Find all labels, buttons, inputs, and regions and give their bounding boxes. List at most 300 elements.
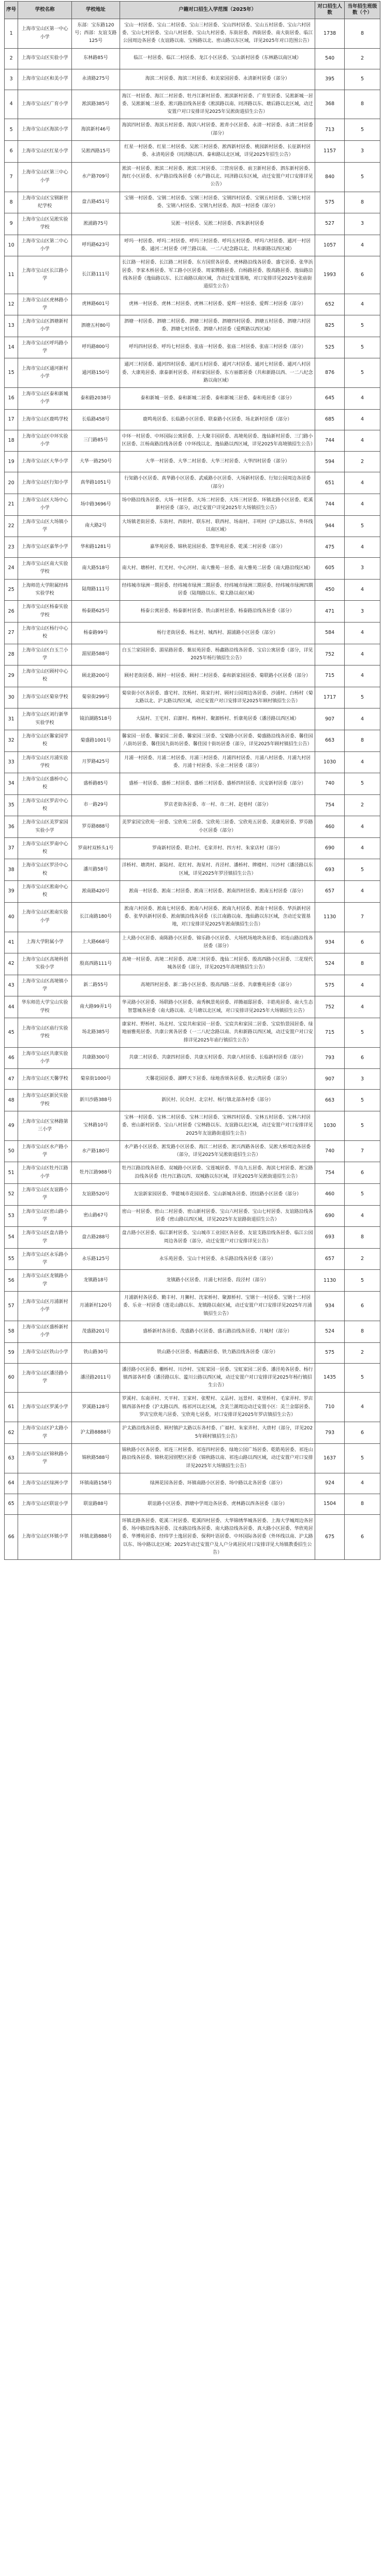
cell-name: 上海市宝山区南大实验学校 [18, 558, 71, 580]
cell-range: 高境四村居委、新二路小区居委、殷高西路二居委、共康雅苑居委（部分） [120, 975, 315, 996]
cell-students: 693 [315, 859, 345, 881]
cell-no: 55 [5, 1248, 18, 1270]
table-row [5, 472, 380, 494]
cell-no: 58 [5, 1321, 18, 1342]
cell-name: 上海市宝山区淞南实验小学 [18, 902, 71, 932]
cell-range: 新民村、民众村、北宗村、杨行镇北部各村委（部分） [120, 1090, 315, 1111]
cell-classes: 5 [345, 1184, 380, 1206]
cell-address: 呼玛路800号 [71, 337, 120, 358]
table-row [5, 1342, 380, 1363]
table-row [5, 1111, 380, 1141]
cell-name: 上海市宝山区月浦新村小学 [18, 1292, 71, 1321]
cell-address: 菊泉街1000号 [71, 1069, 120, 1090]
cell-students: 652 [315, 294, 345, 315]
table-row [5, 337, 380, 358]
cell-name: 上海市宝山区广育小学 [18, 90, 71, 119]
cell-no: 38 [5, 859, 18, 881]
cell-classes: 4 [345, 1393, 380, 1422]
table-row [5, 794, 380, 816]
table-row [5, 388, 380, 410]
cell-range: 铁山路小区居委、杨鑫路居委、铁力路沿线各居委（部分） [120, 1342, 315, 1363]
cell-no: 57 [5, 1292, 18, 1321]
cell-name: 上海市宝山区罗溪小学 [18, 1393, 71, 1422]
table-row [5, 730, 380, 751]
cell-address: 淞南路420号 [71, 881, 120, 903]
cell-classes: 5 [345, 859, 380, 881]
cell-students: 450 [315, 579, 345, 601]
cell-classes: 6 [345, 932, 380, 953]
cell-name: 上海市宝山区顾村中心校 [18, 665, 71, 687]
cell-classes: 4 [345, 388, 380, 410]
cell-classes: 5 [345, 358, 380, 388]
cell-address: 锦秋路588号 [71, 1443, 120, 1473]
cell-range: 康家村、野桥村、场北村、宝宸共和家园一居委、宝宸共和家园二居委、宝宸怡景园居委、绿地丽雅苑居委、共康公寓各居委（一二八纪念路以南、共和新路以西区域，动迁安置户对口安排详见2025年庙行镇招生公告） [120, 1018, 315, 1047]
cell-range: 水产路小区居委、淞发路小区居委、海江二村居委、淞兴西路各居委、吴淞大桥周边各居委（部分，详见2025年吴淞街道招生公告） [120, 1140, 315, 1162]
cell-classes: 5 [345, 119, 380, 141]
cell-classes: 2 [345, 1248, 380, 1270]
cell-address: 顾北路200号 [71, 665, 120, 687]
cell-classes: 8 [345, 19, 380, 48]
cell-address: 杨泰路625号 [71, 601, 120, 623]
cell-no: 30 [5, 687, 18, 708]
table-row [5, 687, 380, 708]
cell-range: 大陆村、王宅村、启源村、梅林村、聚源桥村、忻康苑居委（潘泾路以西区域） [120, 708, 315, 730]
table-row [5, 1069, 380, 1090]
cell-classes: 4 [345, 665, 380, 687]
cell-name: 上海市宝山区菊泉学校 [18, 687, 71, 708]
cell-classes: 8 [345, 90, 380, 119]
cell-name: 上海市宝山区红星小学 [18, 141, 71, 163]
cell-classes: 5 [345, 1018, 380, 1047]
cell-students: 1717 [315, 687, 345, 708]
table-row [5, 315, 380, 337]
cell-students: 1157 [315, 141, 345, 163]
table-row [5, 579, 380, 601]
table-row [5, 558, 380, 580]
cell-classes: 5 [345, 69, 380, 90]
cell-range: 长江路一村居委、长江路二村居委、东方国贸各居委、虎林路沿线各居委、盛宅居委、张华浜居委、李家木桥居委、军工路小区居委、周家牌路居委、白杨路居委、殷高路居委、逸仙路沿线各居委（逸仙路以东、长江南路以南区域，含动迁安置基地，对口安排详见2025年张庙街道招生公告） [120, 256, 315, 294]
cell-students: 645 [315, 388, 345, 410]
cell-address: 永乐路125号 [71, 1248, 120, 1270]
cell-name: 上海市宝山区高境镇小学 [18, 975, 71, 996]
cell-address: 联谊路88号 [71, 1494, 120, 1514]
cell-no: 13 [5, 315, 18, 337]
cell-no: 42 [5, 953, 18, 975]
cell-students: 575 [315, 975, 345, 996]
cell-name: 上海市宝山区牡丹江路小学 [18, 1162, 71, 1184]
cell-name: 上海市宝山区呼玛路小学 [18, 337, 71, 358]
table-row [5, 409, 380, 430]
cell-no: 62 [5, 1422, 18, 1444]
cell-students: 907 [315, 1069, 345, 1090]
cell-students: 713 [315, 119, 345, 141]
cell-students: 825 [315, 315, 345, 337]
cell-address: 共康路300号 [71, 1047, 120, 1069]
cell-classes: 8 [345, 953, 380, 975]
cell-students: 540 [315, 48, 345, 69]
cell-students: 368 [315, 90, 345, 119]
cell-address: 罗芬路888号 [71, 816, 120, 838]
cell-students: 605 [315, 558, 345, 580]
cell-classes: 2 [345, 794, 380, 816]
cell-students: 752 [315, 996, 345, 1018]
cell-name: 上海市宝山区铁山小学 [18, 1342, 71, 1363]
cell-classes: 4 [345, 1473, 380, 1494]
cell-no: 45 [5, 1018, 18, 1047]
cell-range: 月浦一村居委、月浦二村居委、月浦三村居委、月浦四村居委、月浦八村居委、月浦九村居委、月浦十村居委、乐业二村居委（部分） [120, 751, 315, 773]
table-row [5, 1321, 380, 1342]
cell-range: 海滨二村居委、海滨三村居委、和美家园居委、永清新村居委（部分） [120, 69, 315, 90]
cell-students: 1057 [315, 235, 345, 256]
cell-address: 真华路1051号 [71, 472, 120, 494]
cell-no: 6 [5, 141, 18, 163]
cell-no: 54 [5, 1227, 18, 1249]
cell-classes: 3 [345, 213, 380, 235]
cell-address: 杨泰路99号 [71, 622, 120, 644]
cell-students: 1030 [315, 1111, 345, 1141]
cell-name: 上海市宝山区庙行实验学校 [18, 1018, 71, 1047]
cell-no: 15 [5, 358, 18, 388]
cell-no: 11 [5, 256, 18, 294]
cell-range: 吴淞一村居委、吴淞二村居委、西朱新村居委 [120, 213, 315, 235]
cell-classes: 4 [345, 708, 380, 730]
table-row [5, 708, 380, 730]
table-row [5, 1018, 380, 1047]
table-row [5, 90, 380, 119]
cell-range: 大场镇老街居委、东街村、西街村、联东村、联西村、场南村、丰明村（沪太路以东、外环线以南区域） [120, 515, 315, 537]
cell-students: 584 [315, 622, 345, 644]
cell-no: 5 [5, 119, 18, 141]
cell-range: 馨家园一居委、馨家园二居委、馨家园三居委、宝菊路小区居委、菊盛路沿线各居委、馨佳园八街坊居委、馨佳园九街坊居委、馨佳园十街坊居委（部分，详见2025年顾村镇招生公告） [120, 730, 315, 751]
cell-range: 盛桥新村各居委、茂盛路小区居委、盛石路沿线各居委、月城村（部分） [120, 1321, 315, 1342]
cell-address: 菊盛路1001号 [71, 730, 120, 751]
cell-classes: 6 [345, 1514, 380, 1559]
cell-no: 20 [5, 472, 18, 494]
cell-range: 行知路小区居委、真华路小区居委、武威路小区居委、大场新村居委、行知公园周边各居委（部分） [120, 472, 315, 494]
cell-name: 上海市宝山区实验小学 [18, 48, 71, 69]
cell-range: 友谊新家园居委、华能城市花园居委、宝山新城各居委、团结路小区居委（部分） [120, 1184, 315, 1206]
cell-classes: 6 [345, 1422, 380, 1444]
cell-range: 白玉兰家园居委、湄星路居委、紫辰苑居委、杨鑫路沿线各居委、宝启公寓居委（部分，详见2025年杨行镇招生公告） [120, 644, 315, 665]
cell-name: 上海市宝山区第一中心小学 [18, 19, 71, 48]
cell-classes: 3 [345, 601, 380, 623]
cell-address: 虎林路601号 [71, 294, 120, 315]
cell-students: 1130 [315, 902, 345, 932]
cell-name: 上海市宝山区泰和新城小学 [18, 388, 71, 410]
cell-students: 715 [315, 1018, 345, 1047]
table-row [5, 1270, 380, 1292]
cell-classes: 6 [345, 1162, 380, 1184]
cell-no: 17 [5, 409, 18, 430]
cell-classes: 5 [345, 162, 380, 192]
cell-range: 海滨四村居委、海滨五村居委、海滨八村居委、淞青小区居委、永清一村居委、永清二村居委（部分） [120, 119, 315, 141]
column-header-classes: 当年招生班级数（个） [345, 2, 380, 19]
cell-name: 上海市宝山区白玉兰小学 [18, 644, 71, 665]
cell-address: 南大路2号 [71, 515, 120, 537]
cell-address: 潘泾路2011号 [71, 1363, 120, 1393]
table-row [5, 119, 380, 141]
cell-name: 上海市宝山区和美小学 [18, 69, 71, 90]
cell-classes: 4 [345, 622, 380, 644]
cell-range: 淞南六村居委、淞南七村居委、淞南八村居委、淞南九村居委、淞南十村居委、华浜新村居委、张华浜新村居委、淞南镇沿线各居委（长江南路以南、逸仙路以东区域，含动迁安置基地，对口安排详见2025年淞南镇招生公告） [120, 902, 315, 932]
cell-address: 铁山路30号 [71, 1342, 120, 1363]
cell-students: 793 [315, 1422, 345, 1444]
cell-address: 沪太路8888号 [71, 1422, 120, 1444]
cell-address: 潘川路58号 [71, 859, 120, 881]
cell-address: 牡丹江路988号 [71, 1162, 120, 1184]
cell-address: 东林路85号 [71, 48, 120, 69]
table-row [5, 235, 380, 256]
cell-classes: 6 [345, 1047, 380, 1069]
cell-range: 经纬城市绿洲一期居委、经纬城市绿洲二期居委、经纬城市绿洲三期居委、经纬城市绿洲四期居委（陆翔路以东、菊太路以南区域） [120, 579, 315, 601]
cell-classes: 2 [345, 452, 380, 472]
table-row [5, 1184, 380, 1206]
cell-students: 471 [315, 601, 345, 623]
cell-range: 宝林一村居委、宝林二村居委、宝林三村居委、宝林四村居委、宝林五村居委、宝林六村居委、密山新村居委、宝山八村居委（宝林路以东、友谊路以北区域，动迁安置户对口安排详见2025年友谊路街道招生公告） [120, 1111, 315, 1141]
cell-no: 48 [5, 1090, 18, 1111]
cell-name: 上海市宝山区杨泰实验学校 [18, 601, 71, 623]
cell-classes: 4 [345, 430, 380, 452]
table-row [5, 1047, 380, 1069]
cell-range: 罗店老街各居委、市一村、市二村、赵巷村（部分） [120, 794, 315, 816]
cell-address: 长江路111号 [71, 256, 120, 294]
cell-no: 66 [5, 1514, 18, 1559]
cell-name: 上海市宝山区淞南中心校 [18, 881, 71, 903]
cell-address: 月罗路425号 [71, 751, 120, 773]
cell-no: 39 [5, 881, 18, 903]
cell-no: 2 [5, 48, 18, 69]
cell-range: 盛桥一村居委、盛桥二村居委、盛桥三村居委、盛桥四村居委、庆安新村居委（部分） [120, 773, 315, 795]
cell-no: 61 [5, 1393, 18, 1422]
cell-range: 盘古路小区居委、临江新村居委、宝山城市工业园区各居委、友谊支路沿线各居委、临江公园周边各居委（部分，动迁安置户对口安排详见公告） [120, 1227, 315, 1249]
cell-classes: 4 [345, 996, 380, 1018]
cell-students: 754 [315, 794, 345, 816]
cell-classes: 5 [345, 1111, 380, 1141]
cell-address: 新二路55号 [71, 975, 120, 996]
cell-no: 52 [5, 1184, 18, 1206]
table-row [5, 1227, 380, 1249]
cell-classes: 2 [345, 48, 380, 69]
cell-name: 上海市宝山区第三中心小学 [18, 162, 71, 192]
column-header-students: 对口招生人数 [315, 2, 345, 19]
cell-no: 47 [5, 1069, 18, 1090]
cell-range: 共康二村居委、共康四村居委、共康五村居委、共康八村居委、长临新村居委（部分） [120, 1047, 315, 1069]
cell-name: 上海市宝山区龙镇路小学 [18, 1270, 71, 1292]
table-row [5, 358, 380, 388]
cell-address: 南大路518号 [71, 558, 120, 580]
cell-range: 呼玛一村居委、呼玛二村居委、呼玛三村居委、呼玛五村居委、呼玛六村居委、通河一村居委、通河二村居委（呼兰路以南、一二八纪念路以北、共和新路以西区域） [120, 235, 315, 256]
cell-classes: 3 [345, 1069, 380, 1090]
cell-classes: 4 [345, 579, 380, 601]
table-row [5, 773, 380, 795]
cell-range: 上大路小区居委、南陈路小区居委、锦乐路小区居委、大场机场地块各居委、祁连山路沿线各居委（部分） [120, 932, 315, 953]
cell-range: 牡丹江路沿线各居委、双城路小区居委、宝莲城居委、半岛九五居委、海滨七村居委、淞宝路沿线各居委（牡丹江路以西、双城路以东区域，详见2025年吴淞街道招生公告） [120, 1162, 315, 1184]
table-header [5, 2, 380, 19]
table-row [5, 816, 380, 838]
table-row [5, 1422, 380, 1444]
cell-students: 1637 [315, 1443, 345, 1473]
cell-range: 杨行老街居委、杨北村、城西村、湄浦路小区居委（部分） [120, 622, 315, 644]
table-row [5, 1443, 380, 1473]
cell-range: 联谊路小区居委、泗塘中学周边各居委、虎林路以西各居委（部分） [120, 1494, 315, 1514]
cell-students: 594 [315, 452, 345, 472]
cell-address: 罗溪路128号 [71, 1393, 120, 1422]
cell-name: 上海市宝山区盘古路小学 [18, 1227, 71, 1249]
table-row [5, 665, 380, 687]
cell-name: 上海市宝山区宝钢新世纪学校 [18, 192, 71, 213]
cell-address: 永清路275号 [71, 69, 120, 90]
cell-classes: 4 [345, 644, 380, 665]
cell-students: 575 [315, 1342, 345, 1363]
cell-students: 460 [315, 1184, 345, 1206]
cell-classes: 4 [345, 494, 380, 515]
cell-address: 华和路1281号 [71, 537, 120, 558]
table-row [5, 996, 380, 1018]
cell-no: 34 [5, 773, 18, 795]
cell-no: 7 [5, 162, 18, 192]
cell-name: 上海市宝山区大场镇小学 [18, 515, 71, 537]
cell-classes: 4 [345, 537, 380, 558]
cell-classes: 4 [345, 881, 380, 903]
cell-no: 40 [5, 902, 18, 932]
cell-range: 淞南一村居委、淞南二村居委、淞南三村居委、淞南四村居委、淞南五村居委（部分） [120, 881, 315, 903]
cell-no: 35 [5, 794, 18, 816]
cell-no: 44 [5, 996, 18, 1018]
cell-no: 14 [5, 337, 18, 358]
cell-name: 上海市宝山区刘行新华实验学校 [18, 708, 71, 730]
cell-address: 南大路99弄1号 [71, 996, 120, 1018]
cell-address: 友谊路520号 [71, 1184, 120, 1206]
table-row [5, 515, 380, 537]
table-row [5, 1140, 380, 1162]
cell-no: 64 [5, 1473, 18, 1494]
cell-students: 693 [315, 1227, 345, 1249]
cell-range: 宝钢一村居委、宝钢二村居委、宝钢三村居委、宝钢四村居委、宝钢五村居委、宝钢七村居委、宝钢八村居委、宝钢九村居委、海滨一村居委（部分） [120, 192, 315, 213]
cell-students: 524 [315, 953, 345, 975]
cell-name: 上海市宝山区天馨学校 [18, 1069, 71, 1090]
table-row [5, 1494, 380, 1514]
cell-address: 龙镇路18号 [71, 1270, 120, 1292]
table-row [5, 975, 380, 996]
cell-students: 907 [315, 708, 345, 730]
cell-no: 3 [5, 69, 18, 90]
cell-range: 虎林一村居委、虎林二村居委、虎林三村居委、爱辉一村居委、爱辉二村居委（部分） [120, 294, 315, 315]
table-row [5, 1363, 380, 1393]
cell-classes: 5 [345, 687, 380, 708]
cell-address: 通河路150号 [71, 358, 120, 388]
cell-students: 744 [315, 430, 345, 452]
column-header-name: 学校名称 [18, 2, 71, 19]
cell-name: 上海市宝山区盛桥新村小学 [18, 1321, 71, 1342]
cell-name: 上海市宝山区友谊路小学 [18, 1184, 71, 1206]
cell-students: 754 [315, 1162, 345, 1184]
cell-no: 25 [5, 579, 18, 601]
cell-classes: 5 [345, 1443, 380, 1473]
cell-name: 上海市宝山区泗塘新村小学 [18, 315, 71, 337]
cell-no: 27 [5, 622, 18, 644]
cell-students: 740 [315, 1140, 345, 1162]
cell-students: 752 [315, 644, 345, 665]
cell-address: 市一路29号 [71, 794, 120, 816]
cell-range: 淞滨一村居委、淞滨二村居委、淞滨三村居委、三营房居委、前卫新村居委、泗东新村居委、海红小区居委、水产路沿线各居委（水产路以北、同济路以东区域，动迁安置户对口安排详见公告） [120, 162, 315, 192]
cell-range: 锦秋路小区各居委、祁连三村居委、祁连四村居委、绿地公园广场居委、乾皓苑居委、祁连山路沿线各居委、锦秋花园别墅区居委（锦秋路以南、祁连山路以西区域，动迁安置户对口安排详见2025年大场镇招生公告） [120, 1443, 315, 1473]
cell-address: 镜泊湖路518号 [71, 708, 120, 730]
cell-address: 淞滨路385号 [71, 90, 120, 119]
cell-no: 60 [5, 1363, 18, 1393]
cell-name: 上海市宝山区虎林路小学 [18, 294, 71, 315]
cell-range: 华灵路小区居委、场联路小区居委、南秀枫景苑居委、祥腾福邸居委、丰皓苑居委、南大生态智慧城各居委（南大路以南、走马塘以北区域，对口安排详见2025年大场镇招生公告） [120, 996, 315, 1018]
table-row [5, 537, 380, 558]
cell-students: 944 [315, 515, 345, 537]
cell-name: 上海市宝山区罗店中心校 [18, 794, 71, 816]
cell-no: 31 [5, 708, 18, 730]
cell-name: 上海市宝山区月浦实验学校 [18, 751, 71, 773]
cell-classes: 6 [345, 256, 380, 294]
cell-name: 上海市宝山区锦秋路小学 [18, 1443, 71, 1473]
school-enrollment-table [4, 1, 380, 1560]
cell-address: 场中路3696号 [71, 494, 120, 515]
cell-classes: 3 [345, 558, 380, 580]
cell-address: 陆翔路111号 [71, 579, 120, 601]
cell-name: 上海市宝山区盛桥中心校 [18, 773, 71, 795]
cell-students: 934 [315, 932, 345, 953]
cell-range: 龙镇路小区居委、月浦七村居委、段泾村（部分） [120, 1270, 315, 1292]
cell-no: 50 [5, 1140, 18, 1162]
cell-classes: 4 [345, 235, 380, 256]
cell-name: 上海市宝山区第二中心小学 [18, 235, 71, 256]
cell-no: 22 [5, 515, 18, 537]
cell-no: 63 [5, 1443, 18, 1473]
cell-students: 657 [315, 881, 345, 903]
cell-students: 744 [315, 494, 345, 515]
cell-students: 675 [315, 1514, 345, 1559]
cell-name: 上海市宝山区长江路小学 [18, 256, 71, 294]
cell-range: 泗塘一村居委、泗塘二村居委、泗塘三村居委、泗塘四村居委、泗塘五村居委、泗塘六村居委、泗塘七村居委、泗塘八村居委（爱辉路以西区域） [120, 315, 315, 337]
cell-classes: 4 [345, 1205, 380, 1227]
table-row [5, 622, 380, 644]
cell-address: 长临路458号 [71, 409, 120, 430]
cell-name: 上海市宝山区高境科创实验小学 [18, 953, 71, 975]
cell-range: 场中路沿线各居委、大场一村居委、大场二村居委、大场三村居委、环镇北路小区居委、乾溪新村居委（部分，动迁安置户详见2025年大场镇招生公告） [120, 494, 315, 515]
cell-name: 上海市宝山区吴淞实验学校 [18, 213, 71, 235]
table-row [5, 192, 380, 213]
table-row [5, 69, 380, 90]
cell-name: 上海市宝山区罗南中心校 [18, 837, 71, 859]
table-row [5, 162, 380, 192]
table-row [5, 1514, 380, 1559]
cell-classes: 8 [345, 1321, 380, 1342]
cell-name: 上海市宝山区联谊小学 [18, 1494, 71, 1514]
cell-range: 泰和新城一居委、泰和新城二居委、泰和新城三居委、泰和苑居委（部分） [120, 388, 315, 410]
cell-students: 1435 [315, 1363, 345, 1393]
cell-name: 上海市宝山区行知小学 [18, 472, 71, 494]
cell-range: 永乐苑居委、宝山十村居委、永乐路沿线各居委（部分） [120, 1248, 315, 1270]
cell-name: 华东师范大学宝山实验学校 [18, 996, 71, 1018]
cell-no: 26 [5, 601, 18, 623]
table-row [5, 494, 380, 515]
table-row [5, 256, 380, 294]
table-row [5, 1248, 380, 1270]
cell-no: 19 [5, 452, 18, 472]
cell-classes: 4 [345, 294, 380, 315]
cell-address: 盘古路288号 [71, 1227, 120, 1249]
table-row [5, 902, 380, 932]
cell-students: 527 [315, 213, 345, 235]
cell-students: 840 [315, 162, 345, 192]
cell-classes: 8 [345, 192, 380, 213]
cell-address: 湄星路588号 [71, 644, 120, 665]
cell-address: 盛桥路85号 [71, 773, 120, 795]
